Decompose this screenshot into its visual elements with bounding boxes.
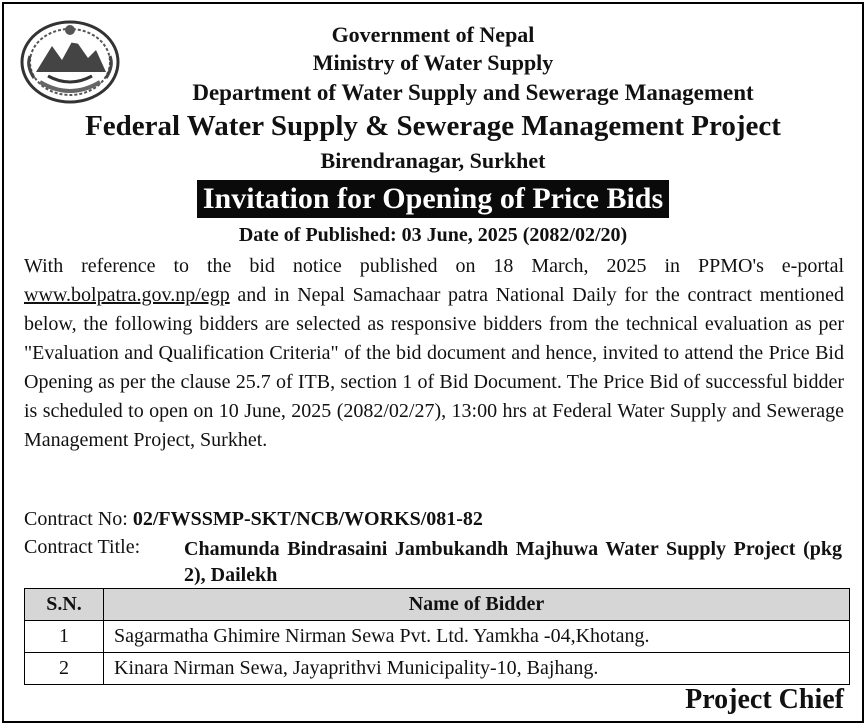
notice-page [2, 2, 864, 723]
row-sn: 1 [25, 621, 104, 653]
contract-number-label: Contract No: [24, 508, 128, 530]
header-bidder-name: Name of Bidder [104, 589, 850, 621]
title-banner [4, 180, 862, 218]
contract-title-label: Contract Title: [24, 536, 141, 558]
published-date: Date of Published: 03 June, 2025 (2082/02/20) [238, 224, 628, 246]
table-row [25, 621, 850, 653]
header-location: Birendranagar, Surkhet [320, 148, 546, 173]
contract-number [24, 508, 483, 531]
body-text-part2: and in Nepal Samachaar patra National Daily for the contract mentioned below, the following bidders are selected as responsive bidders from the technical evaluation as per "Evaluation and Qualification Criteria" of the bid document and hence, invited to attend the Price Bid Opening as per the clause 25.7 of ITB, section 1 of Bid Document. The Price Bid of successful bidder is scheduled to open on 10 June, 2025 (2082/02/27), 13:00 hrs at Federal Water Supply and Sewerage Management Project, Surkhet. [24, 284, 844, 451]
header-government: Government of Nepal [331, 22, 535, 47]
notice-body [24, 252, 844, 455]
body-text-part1: With reference to the bid notice published on 18 March, 2025 in PPMO's e-portal [24, 255, 844, 277]
row-bidder-name: Sagarmatha Ghimire Nirman Sewa Pvt. Ltd. Yamkha -04,Khotang. [104, 621, 850, 653]
contract-number-value: 02/FWSSMP-SKT/NCB/WORKS/081-82 [132, 508, 483, 530]
table-row [25, 653, 850, 685]
notice-title: Invitation for Opening of Price Bids [197, 180, 669, 218]
header-sn: S.N. [25, 589, 104, 621]
row-sn: 2 [25, 653, 104, 685]
bidders-table [24, 588, 850, 685]
header-ministry: Ministry of Water Supply [312, 50, 554, 75]
row-bidder-name: Kinara Nirman Sewa, Jayaprithvi Municipality-10, Bajhang. [104, 653, 850, 685]
contract-title-value: Chamunda Bindrasaini Jambukandh Majhuwa Water Supply Project (pkg 2), Dailekh [184, 538, 842, 586]
header-project: Federal Water Supply & Sewerage Management Project [85, 110, 781, 142]
portal-link[interactable]: www.bolpatra.gov.np/egp [24, 284, 230, 306]
table-header-row [25, 589, 850, 621]
signature-title: Project Chief [685, 684, 844, 715]
header-department: Department of Water Supply and Sewerage Management [192, 80, 754, 105]
